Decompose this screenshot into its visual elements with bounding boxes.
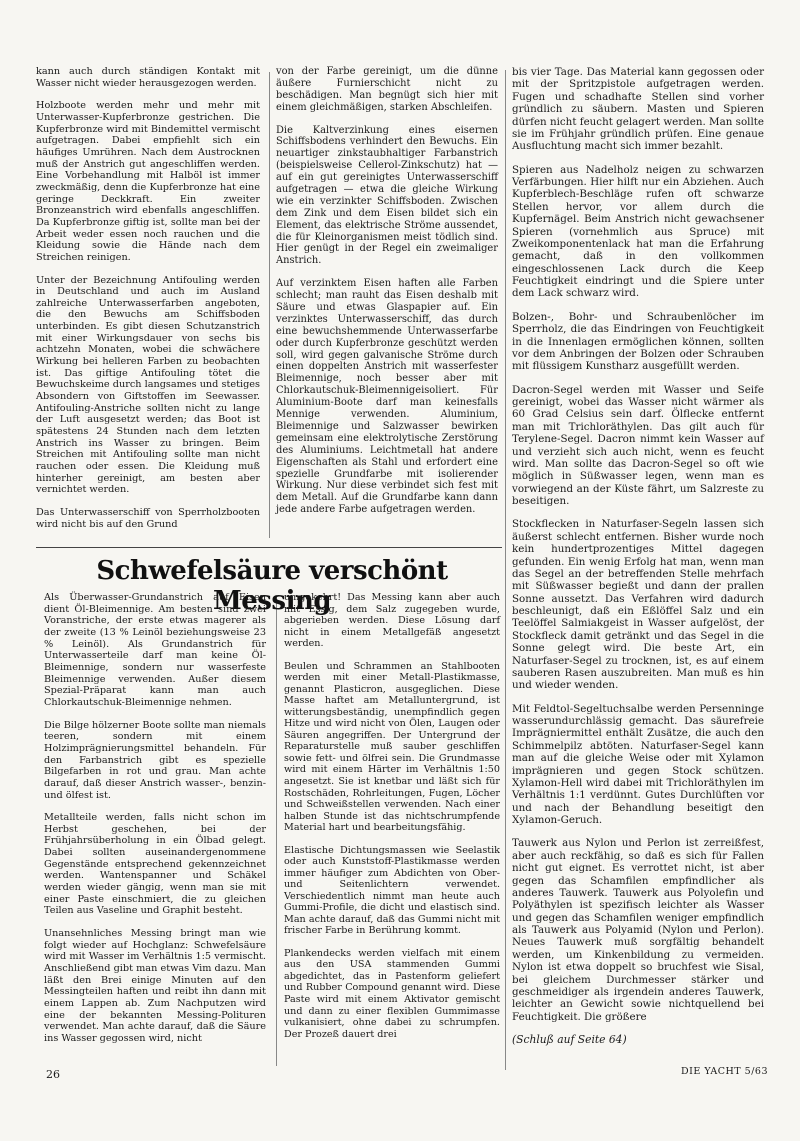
top-column-left <box>36 66 260 541</box>
bottom-column-left <box>44 592 266 1056</box>
right-column <box>512 66 764 1058</box>
paragraph: Auf verzinktem Eisen haften alle Farben schlecht; man rauht das Eisen deshalb mit Säure und etwas Glaspapier auf. Ein verzinktes Unterwasserschiff, das durch eine bewuchshemmende Unterwasserfarbe oder durch Kupferbronze geschützt werden soll, wird gegen galvanische Ströme durch einen doppelten Anstrich mit wasserfester Bleimennige, noch besser aber mit Chlorkautschuk-Bleimennigeisoliert. Für Aluminium-Boote darf man keinesfalls Mennige verwenden. Aluminium, Bleimennige und Salzwasser bewirken gemeinsam eine elektrolytische Zerstörung des Aluminiums. Leichtmetall hat andere Eigenschaften als Stahl und erfordert eine spezielle Grundfarbe mit isolierender Wirkung. Nur diese verbindet sich fest mit dem Metall. Auf die Grundfarbe kann dann jede andere Farbe aufgetragen werden. <box>276 278 498 516</box>
paragraph: Bolzen-, Bohr- und Schraubenlöcher im Sperrholz, die das Eindringen von Feuchtigkeit in die Innenlagen ermöglichen können, sollten vor dem Anbringen der Bolzen oder Schrauben mit flüssigem Kunstharz ausgefüllt werden. <box>512 310 764 373</box>
article-headline: Schwefelsäure verschönt Messing <box>96 556 448 616</box>
paragraph: Stockflecken in Naturfaser-Segeln lassen sich äußerst schlecht entfernen. Bisher wurde noch kein hundertprozentiges Mittel dagegen gefunden. Ein wenig Erfolg hat man, wenn man das Segel an der betreffenden Stelle mehrfach mit Süßwasser begießt und dann der prallen Sonne aussetzt. Das Verfahren wird dadurch beschleunigt, daß ein Eßlöffel Salz und ein Teelöffel Salmiakgeist in Wasser aufgelöst, der Stockfleck damit getränkt und das Segel in die Sonne gelegt wird. Die beste Art, ein Naturfaser-Segel zu trocknen, ist, es auf einem sauberen Rasen auszubreiten. Man muß es hin und wieder wenden. <box>512 518 764 692</box>
column-divider <box>276 596 277 1066</box>
paragraph: umgekehrt! Das Messing kann aber auch mit Essig, dem Salz zugegeben wurde, abgerieben werden. Diese Lösung darf nicht in einem Metallgefäß angesetzt werden. <box>284 592 500 650</box>
paragraph: Spieren aus Nadelholz neigen zu schwarzen Verfärbungen. Hier hilft nur ein Abziehen. Auch Kupferblech-Beschläge rufen oft schwarze Stellen hervor, vor allem durch die Kupfernägel. Beim Anstrich nicht gewachsener Spieren (vornehmlich aus Spruce) mit Zweikomponentenlack hat man die Erfahrung gemacht, daß in den vollkommen eingeschlossenen Lack durch die Keep Feuchtigkeit eindringt und die Spiere unter dem Lack schwarz wird. <box>512 163 764 300</box>
top-column-middle <box>276 66 498 527</box>
paragraph: Beulen und Schrammen an Stahlbooten werden mit einer Metall-Plastikmasse, genannt Plasticron, ausgeglichen. Diese Masse haftet am Metalluntergrund, ist witterungsbeständig, unempfindlich gegen Hitze und wird nicht von Ölen, Laugen oder Säuren angegriffen. Der Untergrund der Reparaturstelle muß sauber geschliffen sowie fett- und ölfrei sein. Die Grundmasse wird mit einem Härter im Verhältnis 1:50 angesetzt. Sie ist knetbar und läßt sich für Rostschäden, Rohrleitungen, Fugen, Löcher und Schweißstellen verwenden. Nach einer halben Stunde ist das nichtschrumpfende Material hart und bearbeitungsfähig. <box>284 660 500 834</box>
column-divider <box>269 72 270 538</box>
paragraph: von der Farbe gereinigt, um die dünne äußere Furnierschicht nicht zu beschädigen. Man begnügt sich hier mit einem gleichmäßigen, starken Abschleifen. <box>276 66 498 113</box>
paragraph: Als Überwasser-Grundanstrich auf Eisen dient Öl-Bleimennige. Am besten sind zwei Voranstriche, der erste etwas magerer als der zweite (13 % Leinöl beziehungsweise 23 % Leinöl). Als Grundanstrich für Unterwasserteile darf man keine Öl-Bleimennige, sondern nur wasserfeste Bleimennige verwenden. Außer diesem Spezial-Präparat kann man auch Chlorkautschuk-Bleimennige nehmen. <box>44 592 266 708</box>
paragraph: Dacron-Segel werden mit Wasser und Seife gereinigt, wobei das Wasser nicht wärmer als 60 Grad Celsius sein darf. Ölflecke entfernt man mit Trichloräthylen. Das gilt auch für Terylene-Segel. Dacron nimmt kein Wasser auf und verzieht sich auch nicht, wenn es feucht wird. Man sollte das Dacron-Segel so oft wie möglich in Süßwasser legen, wenn man es vorwiegend an der Küste fährt, um Salzreste zu beseitigen. <box>512 383 764 507</box>
paragraph: Tauwerk aus Nylon und Perlon ist zerreißfest, aber auch reckfähig, so daß es sich für Fallen nicht gut eignet. Es verrottet nicht, ist aber gegen das Schamfilen empfindlicher als anderes Tauwerk. Tauwerk aus Polyolefin und Polyäthylen ist spezifisch leichter als Wasser und gegen das Schamfilen weniger empfindlich als Tauwerk aus Polyamid (Nylon und Perlon). Neues Tauwerk muß sorgfältig behandelt werden, um Kinkenbildung zu vermeiden. Nylon ist etwa doppelt so bruchfest wie Sisal, bei gleichem Durchmesser stärker und geschmeidiger als irgendein anderes Tauwerk, leichter an Gewicht sowie nichtquellend bei Feuchtigkeit. Die größere <box>512 837 764 1023</box>
paragraph: Elastische Dichtungsmassen wie Seelastik oder auch Kunststoff-Plastikmasse werden immer häufiger zum Abdichten von Ober- und Seitenlichtern verwendet. Verschiedentlich nimmt man heute auch Gummi-Profile, die dicht und elastisch sind. Man achte darauf, daß das Gummi nicht mit frischer Farbe in Berührung kommt. <box>284 844 500 937</box>
paragraph: kann auch durch ständigen Kontakt mit Wasser nicht wieder herausgezogen werden. <box>36 66 260 89</box>
paragraph: Plankendecks werden vielfach mit einem aus den USA stammenden Gummi abgedichtet, das in Pastenform geliefert und Rubber Compound genannt wird. Diese Paste wird mit einem Aktivator gemischt und dann zu einer flexiblen Gummimasse vulkanisiert, ohne dabei zu schrumpfen. Der Prozeß dauert drei <box>284 947 500 1040</box>
paragraph: Die Kaltverzinkung eines eisernen Schiffsbodens verhindert den Bewuchs. Ein neuartiger zinkstaubhaltiger Farbanstrich (beispielsweise Cellerol-Zinkschutz) hat — auf ein gut gereinigtes Unterwasserschiff aufgetragen — etwa die gleiche Wirkung wie ein verzinkter Schiffsboden. Zwischen dem Zink und dem Eisen bildet sich ein Element, das elektrische Ströme aussendet, die für Kleinorganismen meist tödlich sind. Hier genügt in der Regel ein zweimaliger Anstrich. <box>276 124 498 267</box>
paragraph: Unter der Bezeichnung Antifouling werden in Deutschland und auch im Ausland zahlreiche Unterwasserfarben angeboten, die den Bewuchs am Schiffsboden unterbinden. Es gibt diesen Schutzanstrich mit einer Wirkungsdauer von sechs bis achtzehn Monaten, wobei die schwächere Wirkung bei helleren Farben zu beobachten ist. Das giftige Antifouling tötet die Bewuchskeime durch langsames und stetiges Absondern von Giftstoffen im Seewasser. Antifouling-Anstriche sollten nicht zu lange der Luft ausgesetzt werden; das Boot ist spätestens 24 Stunden nach dem letzten Anstrich ins Wasser zu bringen. Beim Streichen mit Antifouling sollte man nicht rauchen oder essen. Die Kleidung muß hinterher gereinigt, am besten aber vernichtet werden. <box>36 274 260 496</box>
paragraph: Mit Feldtol-Segeltuchsalbe werden Persenninge wasserundurchlässig gemacht. Das säurefreie Imprägniermittel enthält Zusätze, die auch den Schimmelpilz abtöten. Naturfaser-Segel kann man auf die gleiche Weise oder mit Xylamon imprägnieren und gegen Stock schützen. Xylamon-Hell wird dabei mit Trichloräthylen im Verhältnis 1:1 verdünnt. Gutes Durchlüften vor und nach der Behandlung beseitigt den Xylamon-Geruch. <box>512 702 764 826</box>
paragraph: Metallteile werden, falls nicht schon im Herbst geschehen, bei der Frühjahrsüberholung in ein Ölbad gelegt. Dabei sollten auseinandergenommene Gegenstände entsprechend gekennzeichnet werden. Wantenspanner und Schäkel werden wieder gängig, wenn man sie mit einer Paste einschmiert, die zu gleichen Teilen aus Vaseline und Graphit besteht. <box>44 812 266 917</box>
paragraph: Die Bilge hölzerner Boote sollte man niemals teeren, sondern mit einem Holzimprägnierungsmittel behandeln. Für den Farbanstrich gibt es spezielle Bilgefarben in rot und grau. Man achte darauf, daß dieser Anstrich wasser-, benzin- und ölfest ist. <box>44 719 266 801</box>
bottom-column-middle <box>284 592 500 1051</box>
paragraph: Das Unterwasserschiff von Sperrholzbooten wird nicht bis auf den Grund <box>36 506 260 530</box>
magazine-issue: DIE YACHT 5/63 <box>681 1066 768 1077</box>
paragraph: bis vier Tage. Das Material kann gegossen oder mit der Spritzpistole aufgetragen werden. Fugen und schadhafte Stellen sind vorher gründlich zu säubern. Masten und Spieren dürfen nicht feucht gelagert werden. Man sollte sie im Frühjahr gründlich prüfen. Eine genaue Ausfluchtung macht sich immer bezahlt. <box>512 66 764 153</box>
continuation-note: (Schluß auf Seite 64) <box>512 1033 627 1046</box>
paragraph: Unansehnliches Messing bringt man wie folgt wieder auf Hochglanz: Schwefelsäure wird mit Wasser im Verhältnis 1:5 vermischt. Anschließend gibt man etwas Vim dazu. Man läßt den Brei einige Minuten auf den Messingteilen haften und reibt ihn dann mit einem Lappen ab. Zum Nachputzen wird eine der bekannten Messing-Polituren verwendet. Man achte darauf, daß die Säure ins Wasser gegossen wird, nicht <box>44 928 266 1044</box>
headline-rule <box>36 547 502 548</box>
page-number: 26 <box>46 1068 60 1081</box>
paragraph: Holzboote werden mehr und mehr mit Unterwasser-Kupferbronze gestrichen. Die Kupferbronze wird mit Bindemittel vermischt aufgetragen. Dabei empfiehlt sich ein häufiges Umrühren. Nach dem Austrocknen muß der Anstrich gut angeschliffen werden. Eine Vorbehandlung mit Halböl ist immer zweckmäßig, denn die Kupferbronze hat eine geringe Deckkraft. Ein zweiter Bronzeanstrich wird ebenfalls angeschliffen. Da Kupferbronze giftig ist, sollte man bei der Arbeit weder essen noch rauchen und die Kleidung sowie die Hände nach dem Streichen reinigen. <box>36 100 260 263</box>
column-divider <box>505 70 506 1070</box>
